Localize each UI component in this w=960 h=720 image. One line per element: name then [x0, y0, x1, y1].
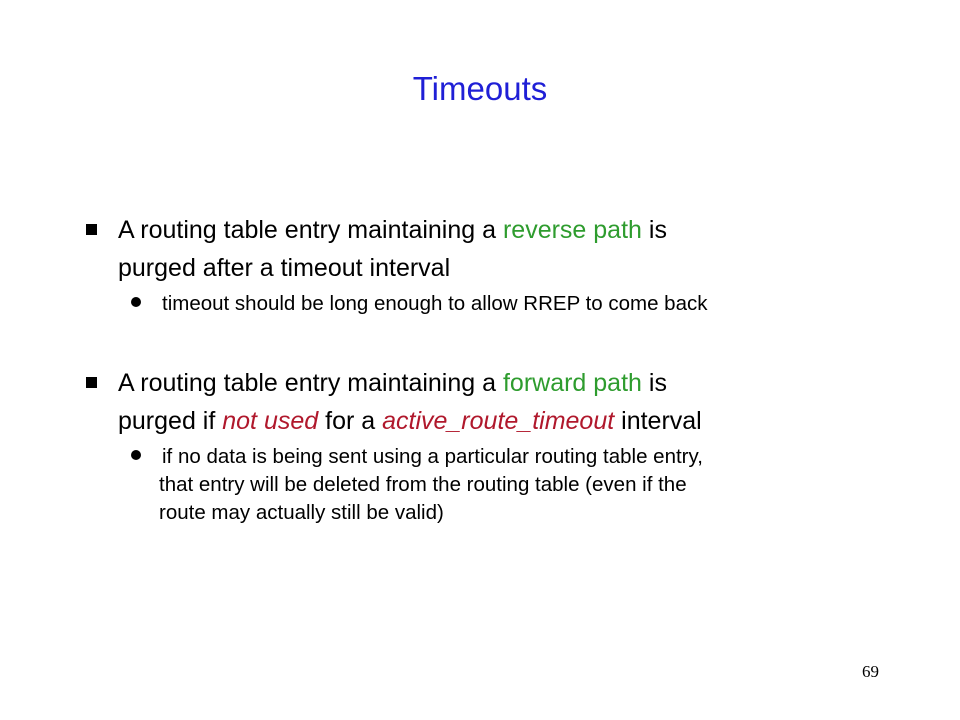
sub-bullet-line-1: if no data is being sent using a particular routing table entry, — [162, 445, 703, 468]
sub-bullet-no-data — [84, 443, 904, 527]
highlight-reverse-path: reverse path — [502, 216, 642, 244]
sub-bullet-line-3: route may actually still be valid) — [159, 501, 444, 524]
bullet-reverse-path — [84, 211, 904, 287]
sub-bullet-timeout — [84, 290, 904, 318]
highlight-not-used: not used — [222, 407, 319, 435]
round-bullet-icon — [131, 450, 141, 460]
sub-bullet-line-1: timeout should be long enough to allow RREP to come back — [162, 292, 708, 315]
slide-title: Timeouts — [412, 70, 548, 107]
round-bullet-icon — [131, 297, 141, 307]
bullet-line-2: purged if not used for a active_route_timeout interval — [118, 407, 702, 435]
highlight-active-route-timeout: active_route_timeout — [382, 407, 615, 435]
slide-content — [84, 211, 904, 527]
highlight-forward-path: forward path — [502, 369, 642, 397]
square-bullet-icon — [86, 377, 97, 388]
bullet-forward-path — [84, 364, 904, 440]
sub-bullet-line-2: that entry will be deleted from the routing table (even if the — [159, 473, 687, 496]
page-number: 69 — [862, 662, 879, 681]
bullet-line-1: A routing table entry maintaining a reverse path is — [118, 216, 667, 244]
bullet-line-2: purged after a timeout interval — [118, 254, 451, 282]
bullet-line-1: A routing table entry maintaining a forward path is — [118, 369, 667, 397]
square-bullet-icon — [86, 224, 97, 235]
